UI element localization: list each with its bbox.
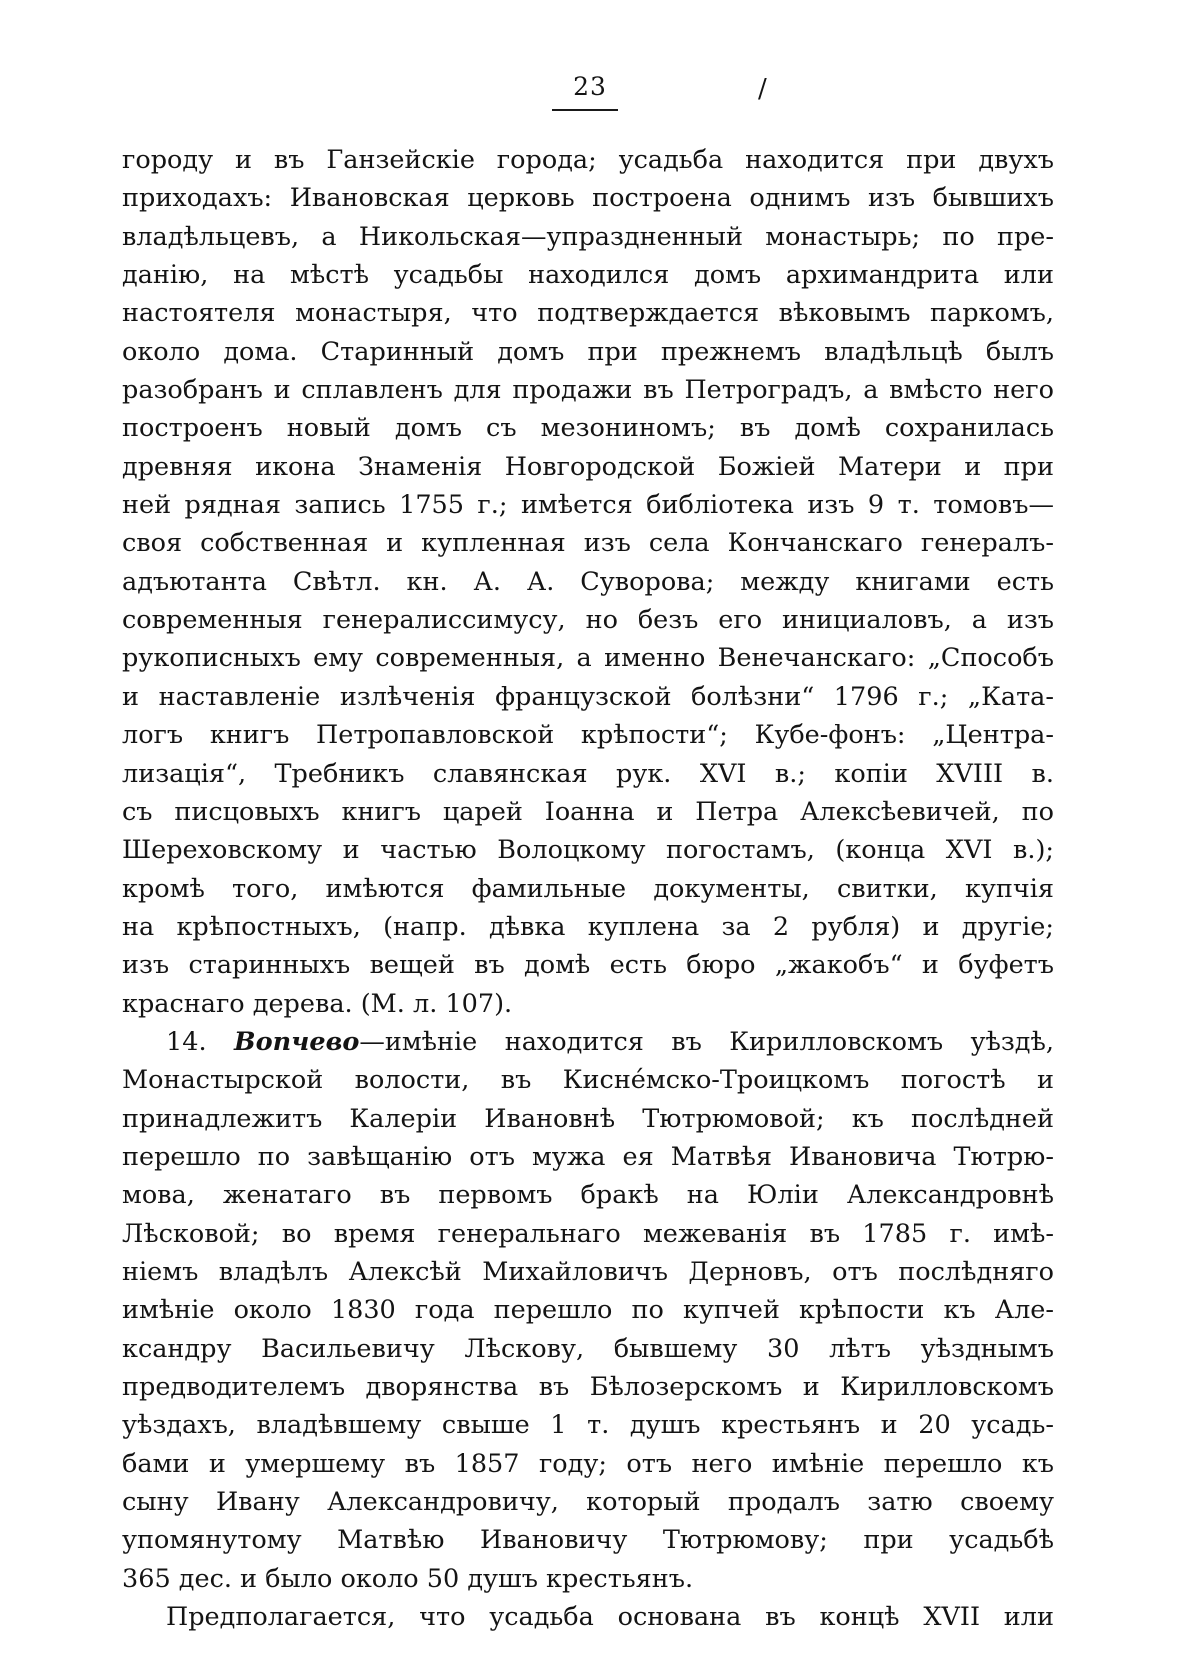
text-line: Шереховскому и частью Волоцкому погостамъ, (конца XVI в.);: [122, 835, 1054, 866]
entry-first-line-text: —имѣнiе находится въ Кирилловскомъ уѣздѣ,: [359, 1026, 1054, 1057]
text-line: сыну Ивану Александровичу, который продалъ затю своему: [122, 1487, 1054, 1518]
text-line: приходахъ: Ивановская церковь построена однимъ изъ бывшихъ: [122, 183, 1054, 214]
text-line: построенъ новый домъ съ мезониномъ; въ домѣ сохранилась: [122, 413, 1054, 444]
text-line: около дома. Старинный домъ при прежнемъ владѣльцѣ былъ: [122, 336, 1054, 367]
text-line: краснаго дерева. (М. л. 107).: [122, 988, 513, 1019]
text-line: лизацiя“, Требникъ славянская рук. XVI в.; копiи XVIII в.: [122, 758, 1054, 789]
text-line: данiю, на мѣстѣ усадьбы находился домъ архимандрита или: [122, 260, 1054, 291]
text-line: современныя генералиссимусу, но безъ его инициаловъ, а изъ: [122, 605, 1054, 636]
text-line: древняя икона Знаменiя Новгородской Божiей Матери и при: [122, 451, 1054, 482]
text-line: упомянутому Матвѣю Ивановичу Тютрюмову; при усадьбѣ: [122, 1525, 1054, 1556]
text-line: мова, женатаго въ первомъ бракѣ на Юлiи Александровнѣ: [122, 1180, 1054, 1211]
text-line: предводителемъ дворянства въ Бѣлозерскомъ и Кирилловскомъ: [122, 1372, 1054, 1402]
text-line: логъ книгъ Петропавловской крѣпости“; Кубе-фонъ: „Центра-: [122, 720, 1054, 751]
text-line: ней рядная запись 1755 г.; имѣется библiотека изъ 9 т. томовъ—: [122, 490, 1054, 521]
text-line: и наставленiе излѣченiя французской болѣзни“ 1796 г.; „Ката-: [122, 681, 1054, 712]
text-line: владѣльцевъ, а Никольская—упраздненный монастырь; по пре-: [122, 221, 1054, 252]
entry-heading-line: [122, 1023, 1054, 1061]
page-number-rule: [552, 109, 618, 111]
text-line: изъ старинныхъ вещей въ домѣ есть бюро „жакобъ“ и буфетъ: [122, 950, 1054, 981]
text-line: имѣнiе около 1830 года перешло по купчей крѣпости къ Але-: [122, 1295, 1054, 1326]
margin-mark: /: [758, 74, 767, 104]
page-number: 23: [573, 72, 607, 101]
text-line: принадлежитъ Калерiи Ивановнѣ Тютрюмовой; къ послѣдней: [122, 1103, 1054, 1134]
text-line: на крѣпостныхъ, (напр. дѣвка куплена за 2 рубля) и другiе;: [122, 911, 1054, 942]
text-line: Лѣсковой; во время генеральнаго межеванiя въ 1785 г. имѣ-: [122, 1218, 1054, 1249]
body-text: [122, 141, 1054, 1636]
text-line: Монастырской волости, въ Кисне́мско-Троицкомъ погостѣ и: [122, 1065, 1054, 1096]
text-line: съ писцовыхъ книгъ царей Iоанна и Петра Алексѣевичей, по: [122, 796, 1054, 827]
text-line: адъютанта Свѣтл. кн. А. А. Суворова; между книгами есть: [122, 566, 1054, 597]
text-line: своя собственная и купленная изъ села Кончанскаго генералъ-: [122, 528, 1054, 559]
estate-name: Вопчево: [234, 1026, 360, 1057]
text-line: рукописныхъ ему современныя, а именно Венечанскаго: „Способъ: [122, 643, 1054, 674]
text-line: городу и въ Ганзейскiе города; усадьба находится при двухъ: [122, 145, 1054, 175]
text-line: перешло по завѣщанiю отъ мужа ея Матвѣя Ивановича Тютрю-: [122, 1141, 1054, 1172]
text-line: нiемъ владѣлъ Алексѣй Михайловичъ Дерновъ, отъ послѣдняго: [122, 1256, 1054, 1287]
text-line: уѣздахъ, владѣвшему свыше 1 т. душъ крестьянъ и 20 усадь-: [122, 1410, 1054, 1441]
entry-number: 14.: [166, 1026, 207, 1057]
text-line: бами и умершему въ 1857 году; отъ него имѣнiе перешло къ: [122, 1448, 1054, 1479]
text-line: 365 дес. и было около 50 душъ крестьянъ.: [122, 1563, 694, 1594]
text-line: кромѣ того, имѣются фамильные документы, свитки, купчiя: [122, 873, 1054, 904]
text-line: Предполагается, что усадьба основана въ концѣ XVII или: [166, 1602, 1054, 1633]
text-line: ксандру Васильевичу Лѣскову, бывшему 30 лѣтъ уѣзднымъ: [122, 1333, 1054, 1364]
text-line: разобранъ и сплавленъ для продажи въ Петроградъ, а вмѣсто него: [122, 375, 1054, 406]
text-line: настоятеля монастыря, что подтверждается вѣковымъ паркомъ,: [122, 298, 1054, 329]
